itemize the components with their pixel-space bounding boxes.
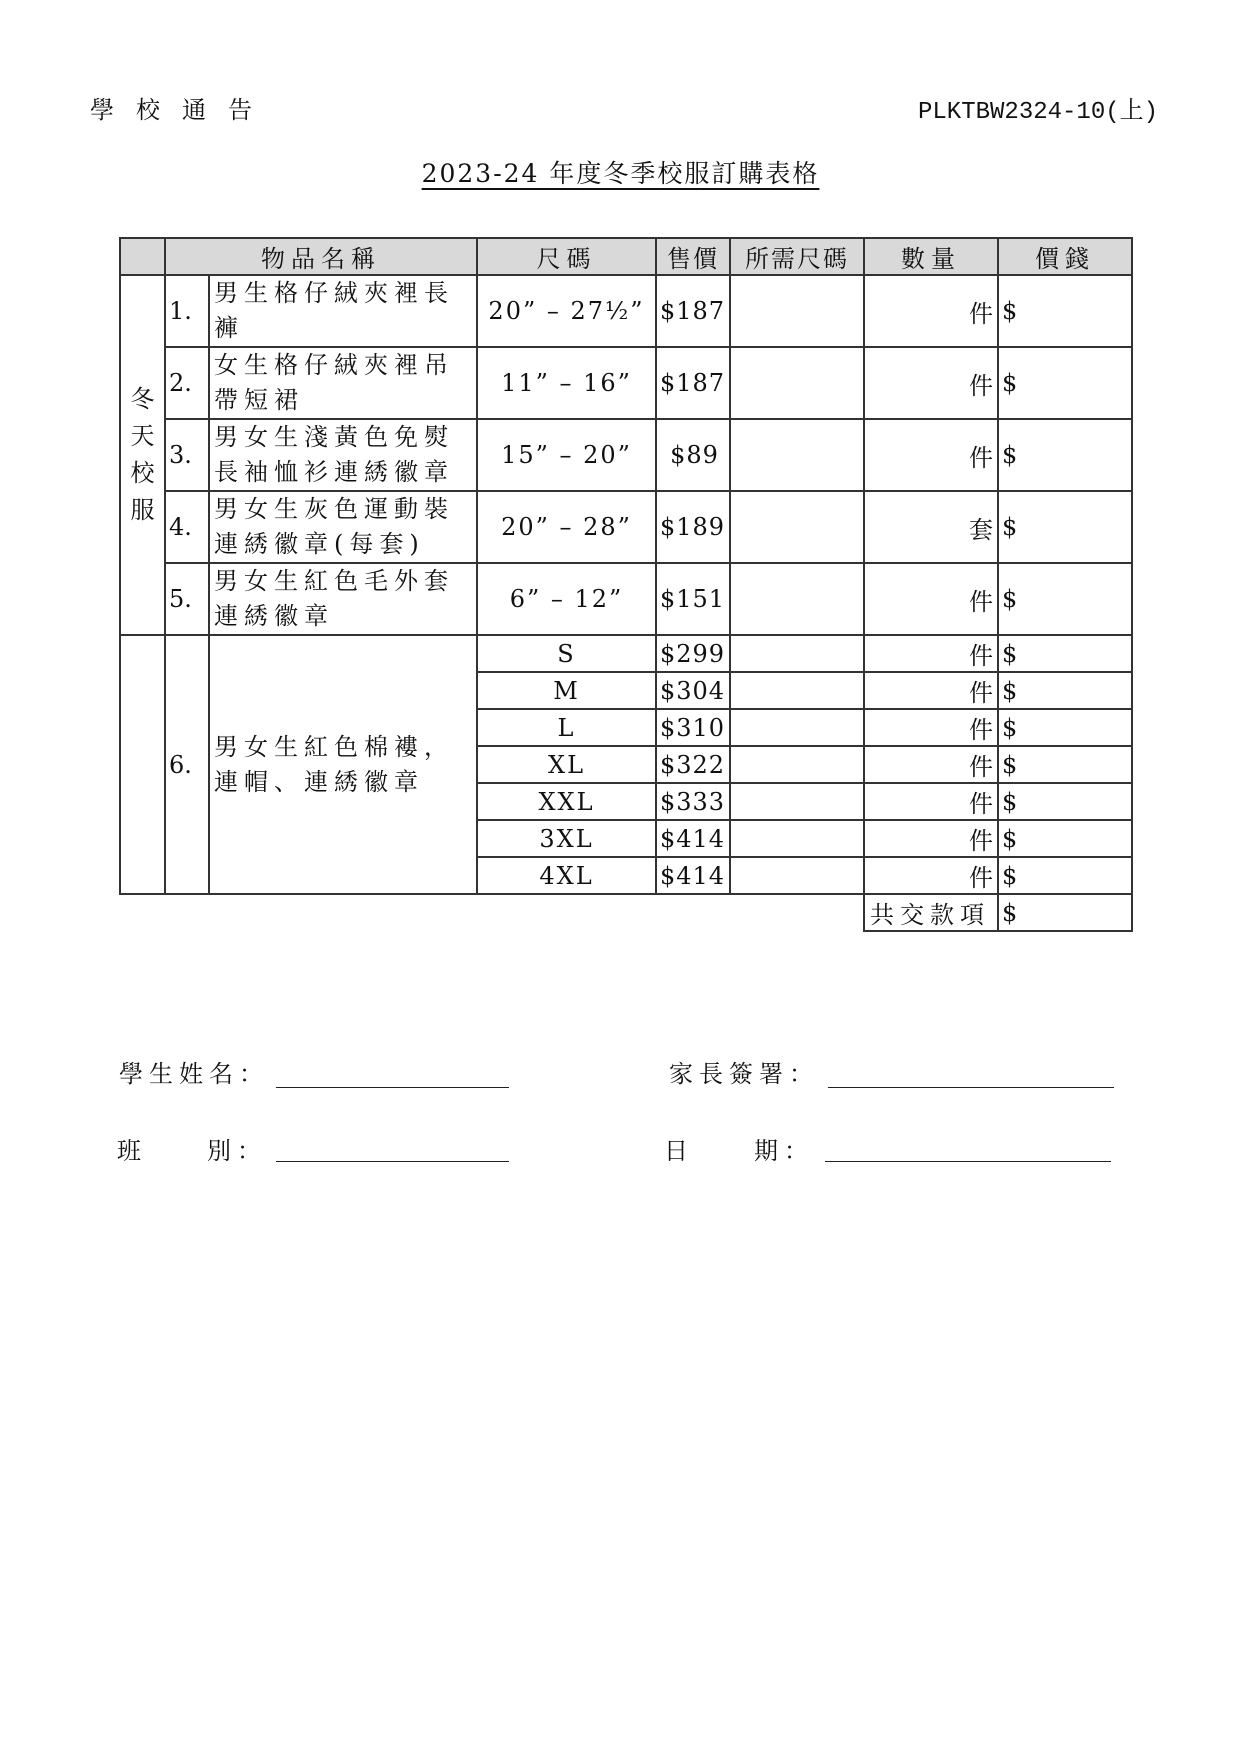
item-price: $89 xyxy=(656,419,730,491)
required-size-input[interactable] xyxy=(730,491,864,563)
required-size-input[interactable] xyxy=(730,783,864,820)
amount-input[interactable]: $ xyxy=(998,419,1132,491)
quantity-input[interactable]: 件 xyxy=(864,672,998,709)
total-spacer xyxy=(120,894,165,931)
item-price: $189 xyxy=(656,491,730,563)
amount-input[interactable]: $ xyxy=(998,709,1132,746)
required-size-input[interactable] xyxy=(730,672,864,709)
header-required-size: 所需尺碼 xyxy=(730,238,864,275)
quantity-input[interactable]: 套 xyxy=(864,491,998,563)
amount-input[interactable]: $ xyxy=(998,820,1132,857)
total-spacer xyxy=(477,894,656,931)
item-size: 6” – 12” xyxy=(477,563,656,635)
item-price: $304 xyxy=(656,672,730,709)
required-size-input[interactable] xyxy=(730,635,864,672)
amount-input[interactable]: $ xyxy=(998,635,1132,672)
item-number: 6. xyxy=(165,635,209,894)
item-size: S xyxy=(477,635,656,672)
required-size-input[interactable] xyxy=(730,746,864,783)
amount-input[interactable]: $ xyxy=(998,275,1132,347)
table-row xyxy=(120,491,1132,563)
category-char: 天 xyxy=(130,422,155,450)
class-label: 班 別： xyxy=(117,1137,267,1165)
parent-signature-label: 家長簽署： xyxy=(669,1060,819,1088)
item-name: 男女生淺黃色免熨長袖恤衫連綉徽章 xyxy=(209,419,477,491)
total-spacer xyxy=(656,894,730,931)
required-size-input[interactable] xyxy=(730,419,864,491)
quantity-input[interactable]: 件 xyxy=(864,783,998,820)
class-field[interactable] xyxy=(276,1161,509,1162)
required-size-input[interactable] xyxy=(730,275,864,347)
required-size-input[interactable] xyxy=(730,709,864,746)
amount-input[interactable]: $ xyxy=(998,491,1132,563)
total-spacer xyxy=(165,894,209,931)
item-size: XXL xyxy=(477,783,656,820)
required-size-input[interactable] xyxy=(730,347,864,419)
total-spacer xyxy=(209,894,477,931)
order-form-table xyxy=(119,237,1133,932)
amount-input[interactable]: $ xyxy=(998,783,1132,820)
header-item-name: 物品名稱 xyxy=(165,238,477,275)
item-price: $187 xyxy=(656,275,730,347)
item-price: $322 xyxy=(656,746,730,783)
quantity-input[interactable]: 件 xyxy=(864,709,998,746)
item-price: $333 xyxy=(656,783,730,820)
required-size-input[interactable] xyxy=(730,857,864,894)
table-header-row xyxy=(120,238,1132,275)
item-number: 5. xyxy=(165,563,209,635)
page-title-text: 2023-24 年度冬季校服訂購表格 xyxy=(421,159,820,188)
amount-input[interactable]: $ xyxy=(998,672,1132,709)
item-number: 1. xyxy=(165,275,209,347)
category-char: 校 xyxy=(130,459,155,487)
item-name: 男女生紅色毛外套連綉徽章 xyxy=(209,563,477,635)
quantity-input[interactable]: 件 xyxy=(864,635,998,672)
item-size: M xyxy=(477,672,656,709)
item-size: 15” – 20” xyxy=(477,419,656,491)
notice-label: 學校通告 xyxy=(90,96,274,124)
item-number: 4. xyxy=(165,491,209,563)
header-price: 售價 xyxy=(656,238,730,275)
item-size: XL xyxy=(477,746,656,783)
quantity-input[interactable]: 件 xyxy=(864,419,998,491)
item-size: 3XL xyxy=(477,820,656,857)
header-quantity: 數量 xyxy=(864,238,998,275)
table-row xyxy=(120,635,1132,672)
category-char: 服 xyxy=(130,496,155,524)
item-size: 20” – 27½” xyxy=(477,275,656,347)
quantity-input[interactable]: 件 xyxy=(864,275,998,347)
student-name-label: 學生姓名： xyxy=(119,1060,269,1088)
total-row xyxy=(120,894,1132,931)
total-spacer xyxy=(730,894,864,931)
quantity-input[interactable]: 件 xyxy=(864,857,998,894)
table-row xyxy=(120,347,1132,419)
item-name: 女生格仔絨夾裡吊帶短裙 xyxy=(209,347,477,419)
item-size: L xyxy=(477,709,656,746)
student-name-field[interactable] xyxy=(276,1087,509,1088)
item-price: $310 xyxy=(656,709,730,746)
document-code: PLKTBW2324-10(上) xyxy=(918,99,1159,126)
table-row xyxy=(120,275,1132,347)
category-blank-cell xyxy=(120,635,165,894)
quantity-input[interactable]: 件 xyxy=(864,347,998,419)
category-cell xyxy=(120,275,165,635)
header-size: 尺碼 xyxy=(477,238,656,275)
amount-input[interactable]: $ xyxy=(998,857,1132,894)
header-blank-cell xyxy=(120,238,165,275)
item-price: $187 xyxy=(656,347,730,419)
table-row xyxy=(120,419,1132,491)
item-price: $414 xyxy=(656,857,730,894)
required-size-input[interactable] xyxy=(730,820,864,857)
total-label: 共交款項 xyxy=(864,894,998,931)
page-title xyxy=(0,154,1241,190)
item-name: 男生格仔絨夾裡長褲 xyxy=(209,275,477,347)
item-name: 男女生紅色棉褸，連帽、連綉徽章 xyxy=(209,635,477,894)
item-size: 11” – 16” xyxy=(477,347,656,419)
amount-input[interactable]: $ xyxy=(998,347,1132,419)
amount-input[interactable]: $ xyxy=(998,563,1132,635)
item-number: 2. xyxy=(165,347,209,419)
category-char: 冬 xyxy=(130,385,155,413)
required-size-input[interactable] xyxy=(730,563,864,635)
header-amount: 價錢 xyxy=(998,238,1132,275)
quantity-input[interactable]: 件 xyxy=(864,820,998,857)
item-price: $414 xyxy=(656,820,730,857)
parent-signature-field[interactable] xyxy=(828,1087,1114,1088)
total-amount-input[interactable]: $ xyxy=(998,894,1132,931)
table-row xyxy=(120,563,1132,635)
item-price: $151 xyxy=(656,563,730,635)
item-price: $299 xyxy=(656,635,730,672)
quantity-input[interactable]: 件 xyxy=(864,563,998,635)
date-field[interactable] xyxy=(825,1161,1111,1162)
item-number: 3. xyxy=(165,419,209,491)
quantity-input[interactable]: 件 xyxy=(864,746,998,783)
date-label: 日 期： xyxy=(664,1137,814,1165)
item-size: 4XL xyxy=(477,857,656,894)
item-name: 男女生灰色運動裝連綉徽章(每套) xyxy=(209,491,477,563)
amount-input[interactable]: $ xyxy=(998,746,1132,783)
item-size: 20” – 28” xyxy=(477,491,656,563)
